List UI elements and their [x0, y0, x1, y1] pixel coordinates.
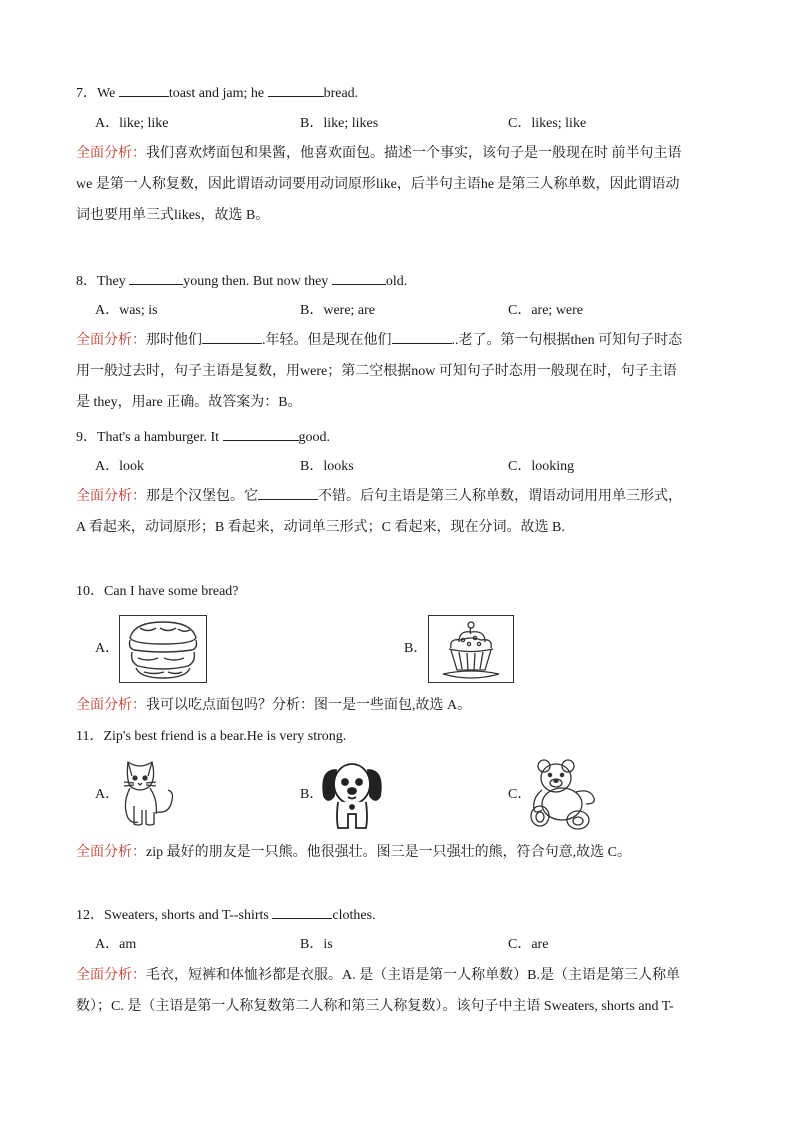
analysis-label: 全面分析：: [76, 333, 146, 348]
dog-image: [320, 756, 384, 837]
option-c: C．are; were: [508, 303, 584, 318]
bread-icon: [120, 616, 206, 682]
answer-blank: [119, 83, 169, 97]
option-b: B．: [300, 787, 324, 802]
analysis-label: 全面分析：: [76, 489, 146, 504]
question-7: 7．We toast and jam; he bread.: [76, 83, 358, 103]
answer-blank: [202, 330, 262, 344]
analysis-label: 全面分析：: [76, 968, 146, 983]
question-8: 8．They young then. But now they old.: [76, 271, 407, 291]
option-b: B．were; are: [300, 303, 376, 318]
question-number: 8．: [76, 274, 97, 289]
question-number: 11．: [76, 729, 104, 744]
analysis-9: 全面分析：那是个汉堡包。它 不错。后句主语是第三人称单数，谓语动词用用单三形式， A 看起来，动词原形；B 看起来，动词单三形式；C 看起来，现在分词。故选 B.: [76, 481, 720, 543]
option-b: B．like; likes: [300, 116, 379, 131]
analysis-11: 全面分析：zip 最好的朋友是一只熊。他很强壮。图三是一只强壮的熊，符合句意,故选 C。: [76, 845, 631, 860]
question-number: 10．: [76, 584, 104, 599]
option-b: B．: [404, 641, 428, 656]
question-11: 11．Zip's best friend is a bear.He is very strong.: [76, 729, 347, 744]
cupcake-image: [428, 615, 514, 683]
answer-blank: [258, 486, 318, 500]
answer-blank: [272, 905, 332, 919]
analysis-8: 全面分析：那时他们 .年轻。但是现在他们 ..老了。第一句根据then 可知句子时态 用一般过去时，句子主语是复数，用were；第二空根据now 可知句子时态用一般现在时，句子主语 是 they，用are 正确。故答案为：B。: [76, 325, 720, 418]
question-number: 9．: [76, 430, 97, 445]
option-c: C．are: [508, 937, 549, 952]
question-number: 12．: [76, 908, 104, 923]
teddy-bear-icon: [528, 758, 602, 830]
option-a: A．am: [95, 937, 137, 952]
option-a: A．: [95, 787, 120, 802]
question-9: 9．That's a hamburger. It good.: [76, 427, 330, 447]
option-b: B．looks: [300, 459, 354, 474]
cupcake-icon: [429, 616, 513, 682]
answer-blank: [332, 271, 386, 285]
cat-icon: [118, 756, 178, 828]
question-10: 10．Can I have some bread?: [76, 584, 239, 599]
option-a: A．: [95, 641, 120, 656]
analysis-label: 全面分析：: [76, 146, 146, 161]
analysis-label: 全面分析：: [76, 845, 146, 860]
dog-icon: [320, 756, 384, 832]
option-c: C．: [508, 787, 532, 802]
answer-blank: [223, 427, 299, 441]
answer-blank: [268, 83, 324, 97]
analysis-10: 全面分析：我可以吃点面包吗？分析：图一是一些面包,故选 A。: [76, 698, 472, 713]
option-a: A．look: [95, 459, 144, 474]
option-a: A．like; like: [95, 116, 169, 131]
option-c: C．looking: [508, 459, 575, 474]
answer-blank: [129, 271, 183, 285]
teddy-bear-image: [528, 758, 602, 835]
analysis-label: 全面分析：: [76, 698, 146, 713]
analysis-12: 全面分析：毛衣，短裤和体恤衫都是衣服。A. 是（主语是第一人称单数）B.是（主语是第三人称单 数）；C. 是（主语是第一人称复数第二人称和第三人称复数）。该句子中主语 Sweaters, shorts and T-: [76, 968, 680, 1014]
question-number: 7．: [76, 86, 97, 101]
bread-image: [119, 615, 207, 683]
answer-blank: [392, 330, 452, 344]
cat-image: [118, 756, 178, 833]
option-a: A．was; is: [95, 303, 158, 318]
option-b: B．is: [300, 937, 333, 952]
analysis-7: 全面分析：我们喜欢烤面包和果酱，他喜欢面包。描述一个事实，该句子是一般现在时 前半句主语 we 是第一人称复数，因此谓语动词要用动词原形like，后半句主语he 是第三人称单数，因此谓语动 词也要用单三式likes，故选 B。: [76, 146, 682, 223]
option-c: C．likes; like: [508, 116, 587, 131]
question-12: 12．Sweaters, shorts and T--shirts clothes.: [76, 905, 376, 925]
